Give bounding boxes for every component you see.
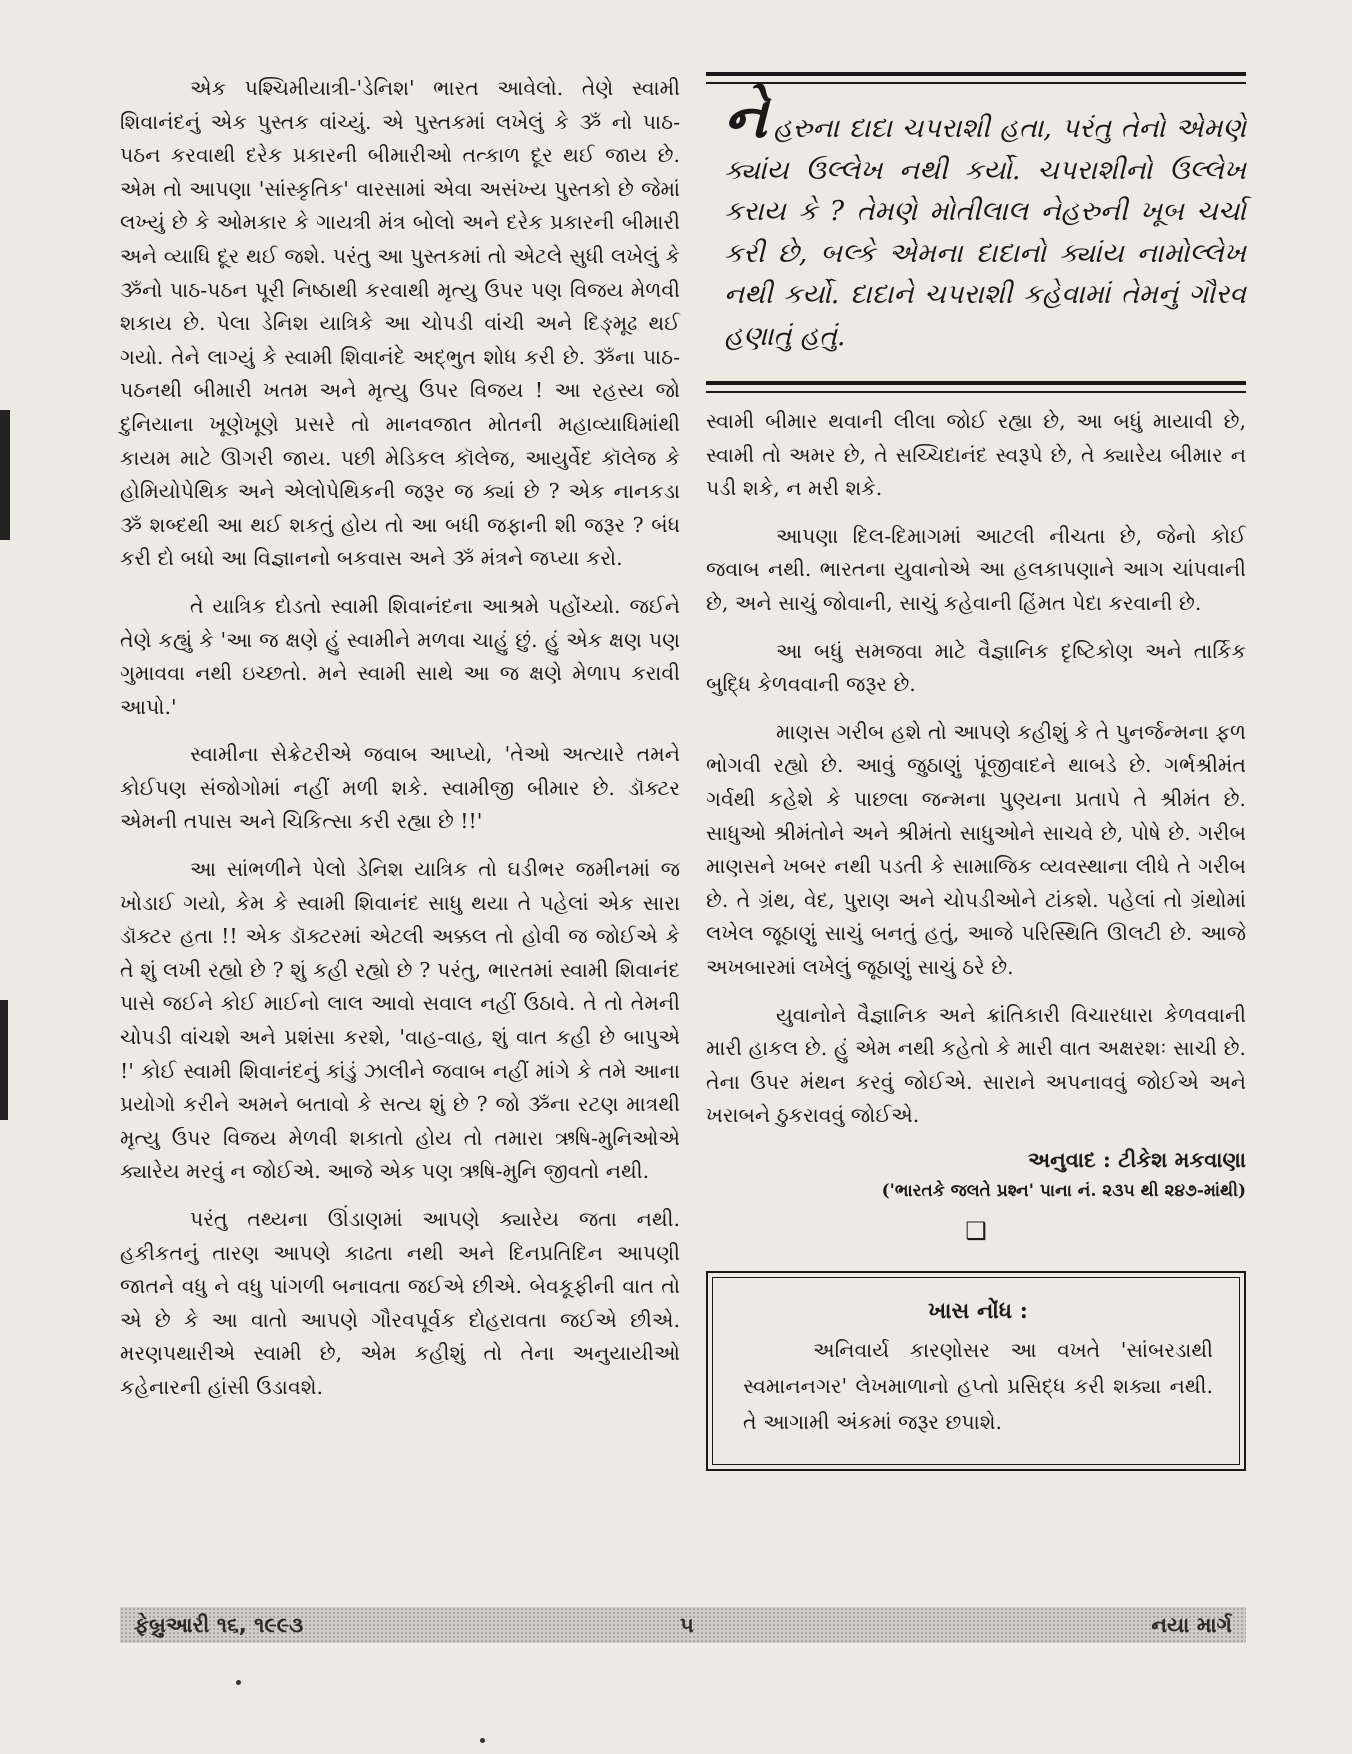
body-paragraph: આ સાંભળીને પેલો ડેનિશ યાત્રિક તો ઘડીભર જમીનમાં જ ખોડાઈ ગયો, કેમ કે સ્વામી શિવાનંદ સાધુ થયા તે પહેલાં એક સારા ડૉક્ટર હતા !! એક ડૉક્ટરમાં એટલી અક્કલ તો હોવી જ જોઈએ કે તે શું લખી રહ્યો છે ? શું કહી રહ્યો છે ? પરંતુ, ભારતમાં સ્વામી શિવાનંદ પાસે જઈને કોઈ માઈનો લાલ આવો સવાલ નહીં ઉઠાવે. તે તો તેમની ચોપડી વાંચશે અને પ્રશંસા કરશે, 'વાહ-વાહ, શું વાત કહી છે બાપુએ !' કોઈ સ્વામી શિવાનંદનું કાંડું ઝાલીને જવાબ નહીં માંગે કે તમે આના પ્રયોગો કરીને અમને બતાવો કે સત્ય શું છે ? જો ૐના રટણ માત્રથી મૃત્યુ ઉપર વિજય મેળવી શકાતો હોય તો તમારા ઋષિ-મુનિઓએ ક્યારેય મરવું ન જોઈએ. આજે એક પણ ઋષિ-મુનિ જીવતો નથી. — [120, 857, 680, 1184]
speck-mark — [480, 1738, 485, 1743]
body-paragraph: એક પશ્ચિમીયાત્રી-'ડેનિશ' ભારત આવેલો. તેણે સ્વામી શિવાનંદનું એક પુસ્તક વાંચ્યું. એ પુસ્તકમાં લખેલું કે ૐ નો પાઠ-પઠન કરવાથી દરેક પ્રકારની બીમારીઓ તત્કાળ દૂર થઈ જાય છે. એમ તો આપણા 'સાંસ્કૃતિક' વારસામાં એવા અસંખ્ય પુસ્તકો છે જેમાં લખ્યું છે કે ઓમકાર કે ગાયત્રી મંત્ર બોલો અને દરેક પ્રકારની બીમારી અને વ્યાધિ દૂર થઈ જશે. પરંતુ આ પુસ્તકમાં તો એટલે સુધી લખેલું કે ૐનો પાઠ-પઠન પૂરી નિષ્ઠાથી કરવાથી મૃત્યુ ઉપર પણ વિજય મેળવી શકાય છે. પેલા ડેનિશ યાત્રિકે આ ચોપડી વાંચી અને દિઙ્મૂઢ થઈ ગયો. તેને લાગ્યું કે સ્વામી શિવાનંદે અદ્ભુત શોધ કરી છે. ૐના પાઠ-પઠનથી બીમારી ખતમ અને મૃત્યુ ઉપર વિજય ! આ રહસ્ય જો દુનિયાના ખૂણેખૂણે પ્રસરે તો માનવજાત મોતની મહાવ્યાધિમાંથી કાયમ માટે ઊગરી જાય. પછી મેડિકલ કૉલેજ, આયુર્વેદ કૉલેજ કે હોમિયોપેથિક અને એલોપેથિકની જરૂર જ ક્યાં છે ? એક નાનકડા ૐ શબ્દથી આ થઈ શકતું હોય તો આ બધી જફાની શી જરૂર ? બંધ કરી દો બધો આ વિજ્ઞાનનો બકવાસ અને ૐ મંત્રને જપ્યા કરો. — [120, 76, 680, 571]
pullquote — [724, 83, 1246, 357]
end-of-article-icon: ❑ — [965, 1216, 987, 1245]
special-note-box — [706, 1271, 1246, 1471]
right-column — [706, 72, 1246, 1471]
left-column — [120, 72, 680, 1419]
pullquote-top-rule — [706, 72, 1246, 84]
translator-credit: અનુવાદ : ટીકેશ મકવાણા — [1027, 1146, 1246, 1172]
special-note-title: ખાસ નોંધ : — [928, 1297, 1028, 1324]
body-paragraph: પરંતુ તથ્યના ઊંડાણમાં આપણે ક્યારેય જતા નથી. હકીકતનું તારણ આપણે કાઢતા નથી અને દિનપ્રતિદિન આપણી જાતને વધુ ને વધુ પાંગળી બનાવતા જઈએ છીએ. બેવકૂફીની વાત તો એ છે કે આ વાતો આપણે ગૌરવપૂર્વક દોહરાવતા જઈએ છીએ. મરણપથારીએ સ્વામી છે, એમ કહીશું તો તેના અનુયાયીઓ કહેનારની હાંસી ઉડાવશે. — [120, 1207, 680, 1399]
scan-edge-mark — [0, 410, 10, 540]
speck-mark — [236, 1680, 241, 1685]
body-paragraph: આપણા દિલ-દિમાગમાં આટલી નીચતા છે, જેનો કોઈ જવાબ નથી. ભારતના યુવાનોએ આ હલકાપણાને આગ ચાંપવાની છે, અને સાચું જોવાની, સાચું કહેવાની હિંમત પેદા કરવાની છે. — [706, 523, 1246, 615]
source-credit: ('ભારતકે જલતે પ્રશ્ન' પાના નં. ૨૩૫ થી ૨૪૭-માંથી) — [881, 1180, 1246, 1201]
body-paragraph: સ્વામીના સેક્રેટરીએ જવાબ આપ્યો, 'તેઓ અત્યારે તમને કોઈપણ સંજોગોમાં નહીં મળી શકે. સ્વામીજી બીમાર છે. ડૉક્ટર એમની તપાસ અને ચિકિત્સા કરી રહ્યા છે !!' — [120, 742, 680, 834]
special-note-text: અનિવાર્ય કારણોસર આ વખતે 'સાંબરડાથી સ્વમાનનગર' લેખમાળાનો હપ્તો પ્રસિદ્ધ કરી શક્યા નથી. તે આગામી અંકમાં જરૂર છપાશે. — [743, 1337, 1213, 1434]
special-note-inner — [712, 1277, 1240, 1465]
pullquote-text: હરુના દાદા ચપરાશી હતા, પરંતુ તેનો એમણે ક્યાંય ઉલ્લેખ નથી કર્યો. ચપરાશીનો ઉલ્લેખ કરાય કે ? તેમણે મોતીલાલ નેહરુની ખૂબ ચર્ચા કરી છે, બલ્કે એમના દાદાનો ક્યાંય નામોલ્લેખ નથી કર્યો. દાદાને ચપરાશી કહેવામાં તેમનું ગૌરવ હણાતું હતું. — [724, 113, 1246, 352]
pullquote-bottom-rule — [706, 381, 1246, 393]
body-paragraph: આ બધું સમજવા માટે વૈજ્ઞાનિક દૃષ્ટિકોણ અને તાર્કિક બુદ્ધિ કેળવવાની જરૂર છે. — [706, 638, 1246, 697]
body-paragraph: સ્વામી બીમાર થવાની લીલા જોઈ રહ્યા છે, આ બધું માયાવી છે, સ્વામી તો અમર છે, તે સચ્ચિદાનંદ સ્વરૂપે છે, તે ક્યારેય બીમાર ન પડી શકે, ન મરી શકે. — [706, 409, 1246, 501]
footer-date: ફેબ્રુઆરી ૧૬, ૧૯૯૩ — [134, 1613, 304, 1637]
footer-publication: નયા માર્ગ — [1151, 1613, 1232, 1637]
scan-edge-mark — [0, 1000, 8, 1120]
footer-page-number: ૫ — [680, 1613, 694, 1637]
body-paragraph: તે યાત્રિક દોડતો સ્વામી શિવાનંદના આશ્રમે પહોંચ્યો. જઈને તેણે કહ્યું કે 'આ જ ક્ષણે હું સ્વામીને મળવા ચાહું છું. હું એક ક્ષણ પણ ગુમાવવા નથી ઇચ્છતો. મને સ્વામી સાથે આ જ ક્ષણે મેળાપ કરાવી આપો.' — [120, 593, 680, 719]
body-paragraph: યુવાનોને વૈજ્ઞાનિક અને ક્રાંતિકારી વિચારધારા કેળવવાની મારી હાકલ છે. હું એમ નથી કહેતો કે મારી વાત અક્ષરશઃ સાચી છે. તેના ઉપર મંથન કરવું જોઈએ. સારાને અપનાવવું જોઈએ અને ખરાબને ઠુકરાવવું જોઈએ. — [706, 1002, 1246, 1128]
body-paragraph: માણસ ગરીબ હશે તો આપણે કહીશું કે તે પુનર્જન્મના ફળ ભોગવી રહ્યો છે. આવું જુઠાણું પૂંજીવાદને થાબડે છે. ગર્ભશ્રીમંત ગર્વથી કહેશે કે પાછલા જન્મના પુણ્યના પ્રતાપે તે શ્રીમંત છે. સાધુઓ શ્રીમંતોને અને શ્રીમંતો સાધુઓને સાચવે છે, પોષે છે. ગરીબ માણસને ખબર નથી પડતી કે સામાજિક વ્યવસ્થાના લીધે તે ગરીબ છે. તે ગ્રંથ, વેદ, પુરાણ અને ચોપડીઓને ટાંકશે. પહેલાં તો ગ્રંથોમાં લખેલ જૂઠાણું સાચું બનતું હતું, આજે પરિસ્થિતિ ઊલટી છે. આજે અખબારમાં લખેલું જૂઠાણું સાચું ઠરે છે. — [706, 719, 1246, 979]
pullquote-dropcap: ને — [724, 83, 768, 151]
page-footer — [120, 1607, 1246, 1643]
